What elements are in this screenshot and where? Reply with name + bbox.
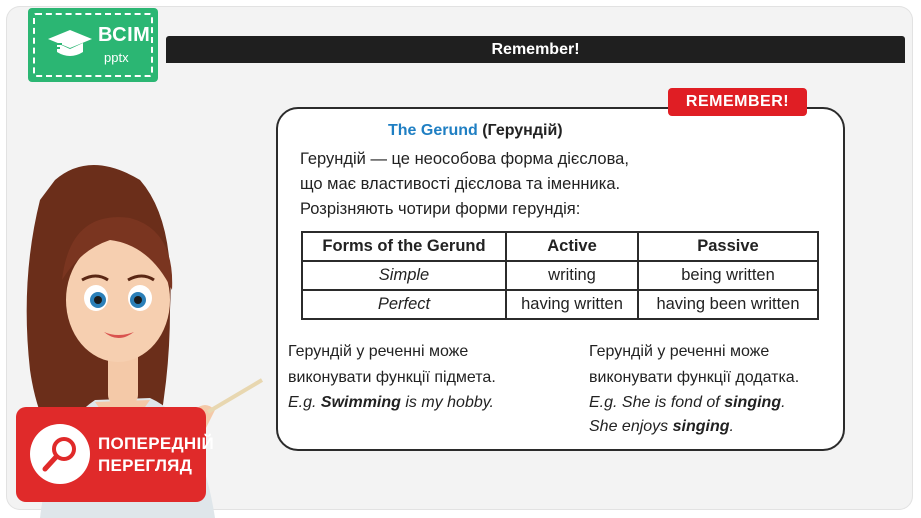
- preview-label-line-2: ПЕРЕГЛЯД: [98, 456, 193, 475]
- example-prefix: E.g.: [288, 394, 321, 411]
- example-highlight: singing: [724, 394, 782, 411]
- logo[interactable]: [28, 8, 158, 82]
- heading-term: The Gerund: [388, 122, 478, 139]
- table-cell: writing: [506, 261, 638, 290]
- right-note-line-2: виконувати функції додатка.: [589, 369, 800, 386]
- example-prefix: She enjoys: [589, 418, 673, 435]
- right-note-example-1: [589, 394, 786, 412]
- left-note-line-2: виконувати функції підмета.: [288, 369, 496, 386]
- right-note-line-1: Герундій у реченні може: [589, 343, 770, 360]
- left-note-line-1: Герундій у реченні може: [288, 343, 469, 360]
- preview-button[interactable]: [16, 407, 215, 502]
- gerund-forms-table: [301, 231, 819, 320]
- graduation-cap-icon: [48, 26, 92, 62]
- card-heading: [388, 122, 563, 140]
- column-header: Forms of the Gerund: [302, 232, 506, 261]
- right-note-example-2: [589, 418, 734, 436]
- table-row: [302, 290, 818, 319]
- table-cell: Perfect: [302, 290, 506, 319]
- example-suffix: .: [781, 394, 786, 411]
- table-cell: Simple: [302, 261, 506, 290]
- table-row: [302, 261, 818, 290]
- example-highlight: singing: [672, 418, 730, 435]
- logo-title: ВСІМ: [98, 24, 151, 46]
- definition-line-1: Герундій — це неособова форма дієслова,: [300, 150, 629, 168]
- definition-line-3: Розрізняють чотири форми герундія:: [300, 200, 581, 218]
- preview-label: [98, 433, 214, 477]
- table-cell: having been written: [638, 290, 818, 319]
- column-header: Active: [506, 232, 638, 261]
- example-prefix: E.g. She is fond of: [589, 394, 725, 411]
- remember-badge: REMEMBER!: [668, 88, 807, 116]
- example-highlight: Swimming: [320, 394, 401, 411]
- example-suffix: .: [729, 418, 734, 435]
- table-header-row: [302, 232, 818, 261]
- heading-translation: (Герундій): [477, 122, 563, 139]
- preview-label-line-1: ПОПЕРЕДНІЙ: [98, 434, 215, 453]
- left-note-example: [288, 394, 494, 412]
- table-cell: having written: [506, 290, 638, 319]
- page-title: Remember!: [166, 36, 905, 63]
- definition-line-2: що має властивості дієслова та іменника.: [300, 175, 621, 193]
- logo-subtitle: pptx: [104, 50, 129, 65]
- search-icon: [40, 434, 80, 474]
- example-suffix: is my hobby.: [400, 394, 494, 411]
- table-cell: being written: [638, 261, 818, 290]
- column-header: Passive: [638, 232, 818, 261]
